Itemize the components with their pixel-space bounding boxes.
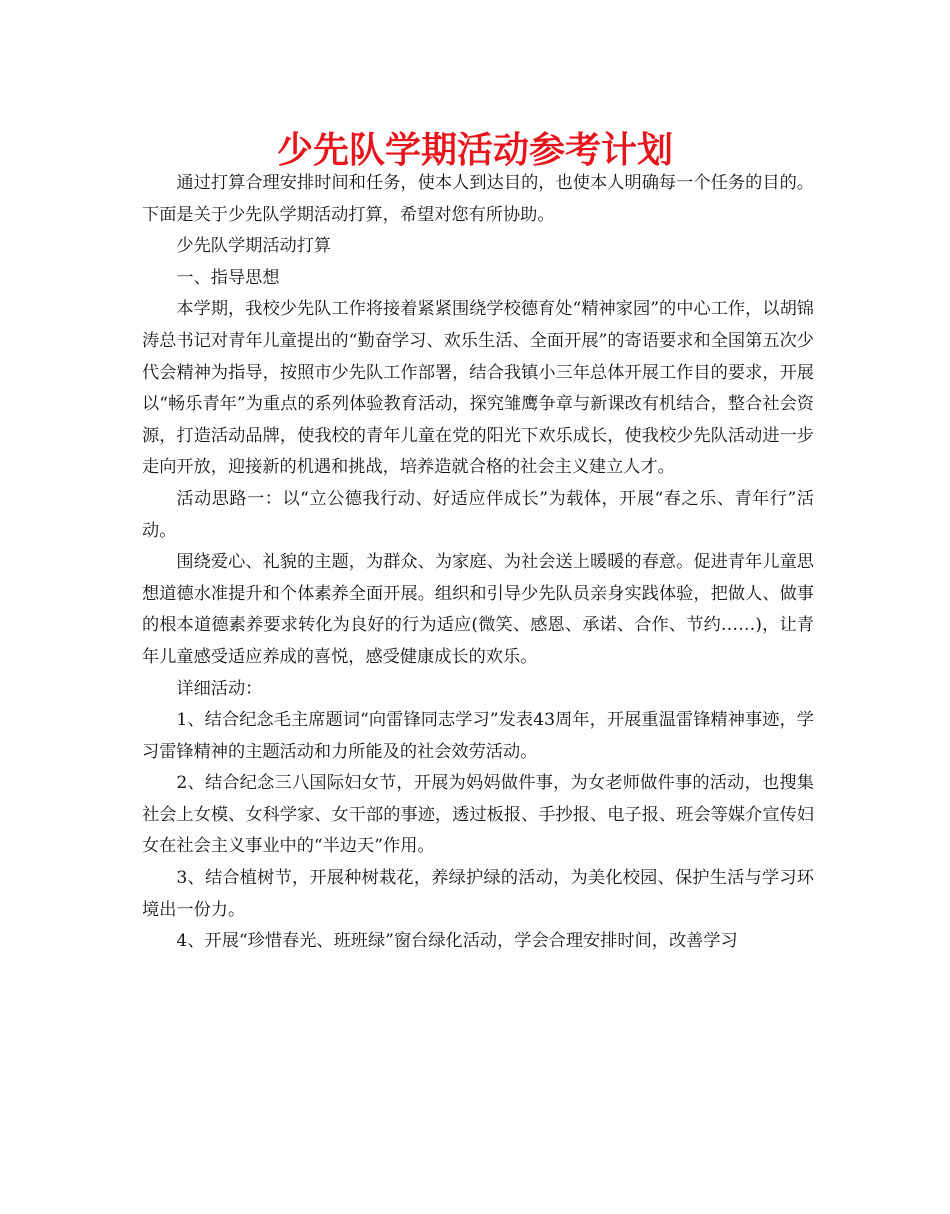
document-title: 少先队学期活动参考计划 (276, 130, 673, 171)
paragraph-activity-theme: 围绕爱心、礼貌的主题，为群众、为家庭、为社会送上暖暖的春意。促进青年儿童思想道德水准提升和个体素养全面开展。组织和引导少先队员亲身实践体验，把做人、做事的根本道德素养要求转化为良好的行为适应(微笑、感恩、承诺、合作、节约……)，让青年儿童感受适应养成的喜悦，感受健康成长的欢乐。 (142, 552, 814, 667)
list-item-activity-4: 4、开展“珍惜春光、班班绿”窗台绿化活动，学会合理安排时间，改善学习 (176, 931, 738, 952)
document-body (142, 168, 814, 958)
paragraph-activity-idea-one: 活动思路一：以“立公德我行动、好适应伴成长”为载体，开展“春之乐、青年行”活动。 (142, 488, 814, 541)
paragraph-detailed-activities-heading: 详细活动： (176, 678, 263, 699)
section-heading-guiding-ideology: 一、指导思想 (176, 267, 280, 288)
paragraph-intro: 通过打算合理安排时间和任务，使本人到达目的，也使本人明确每一个任务的目的。下面是关于少先队学期活动打算，希望对您有所协助。 (142, 173, 814, 225)
paragraph-plan-heading: 少先队学期活动打算 (176, 236, 332, 257)
list-item-activity-1: 1、结合纪念毛主席题词“向雷锋同志学习”发表43周年，开展重温雷锋精神事迹，学习雷锋精神的主题活动和力所能及的社会效劳活动。 (142, 710, 814, 762)
paragraph-guiding-ideology: 本学期，我校少先队工作将接着紧紧围绕学校德育处“精神家园”的中心工作，以胡锦涛总书记对青年儿童提出的“勤奋学习、欢乐生活、全面开展”的寄语要求和全国第五次少代会精神为指导，按照市少先队工作部署，结合我镇小三年总体开展工作目的要求，开展以“畅乐青年”为重点的系列体验教育活动，探究雏鹰争章与新课改有机结合，整合社会资源，打造活动品牌，使我校的青年儿童在党的阳光下欢乐成长，使我校少先队活动进一步走向开放，迎接新的机遇和挑战，培养造就合格的社会主义建立人才。 (142, 299, 814, 478)
list-item-activity-2: 2、结合纪念三八国际妇女节，开展为妈妈做件事，为女老师做件事的活动，也搜集社会上女模、女科学家、女干部的事迹，透过板报、手抄报、电子报、班会等媒介宣传妇女在社会主义事业中的“半边天”作用。 (142, 773, 814, 857)
list-item-activity-3: 3、结合植树节，开展种树栽花，养绿护绿的活动，为美化校园、保护生活与学习环境出一份力。 (142, 868, 814, 920)
